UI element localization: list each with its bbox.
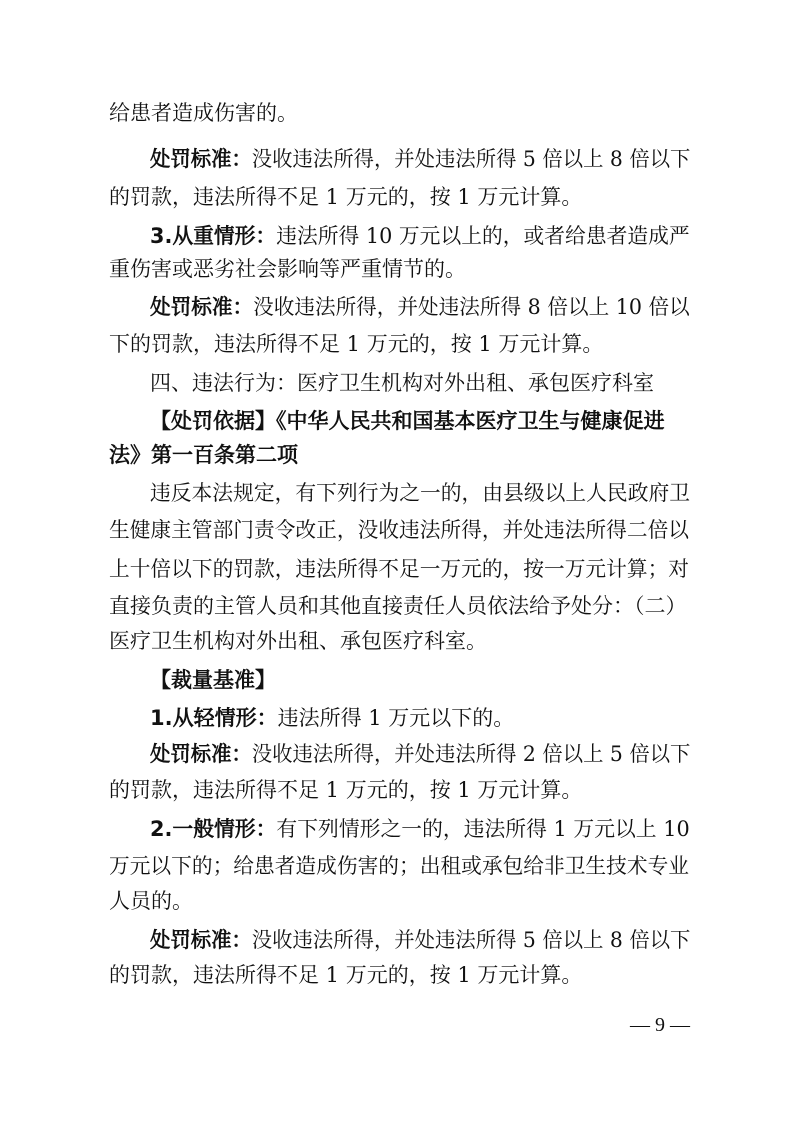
text-line: 上十倍以下的罚款，违法所得不足一万元的，按一万元计算；对 xyxy=(109,557,689,581)
bold-label: 处罚标准： xyxy=(150,928,252,952)
text-line: 重伤害或恶劣社会影响等严重情节的。 xyxy=(109,257,466,281)
bold-label: 1.从轻情形： xyxy=(150,706,278,730)
section-heading: 四、违法行为：医疗卫生机构对外出租、承包医疗科室 xyxy=(150,371,654,395)
page-number: — 9 — xyxy=(630,1014,690,1036)
text-line: 1.从轻情形：违法所得 1 万元以下的。 xyxy=(150,706,515,730)
text-line: 3.从重情形：违法所得 10 万元以上的，或者给患者造成严 xyxy=(150,224,690,248)
discretion-heading: 【裁量基准】 xyxy=(150,668,276,692)
text-line: 给患者造成伤害的。 xyxy=(109,101,298,125)
bold-label: 处罚标准： xyxy=(150,295,254,319)
bold-label: 3.从重情形： xyxy=(150,224,277,248)
text-line: 处罚标准：没收违法所得，并处违法所得 2 倍以上 5 倍以下 xyxy=(150,742,691,766)
text-line: 处罚标准：没收违法所得，并处违法所得 5 倍以上 8 倍以下 xyxy=(150,928,691,952)
text-line: 的罚款，违法所得不足 1 万元的，按 1 万元计算。 xyxy=(109,185,583,209)
bold-label: 2.一般情形： xyxy=(150,817,277,841)
text-line: 的罚款，违法所得不足 1 万元的，按 1 万元计算。 xyxy=(109,778,583,802)
text-line: 违反本法规定，有下列行为之一的，由县级以上人民政府卫 xyxy=(150,481,690,505)
text-line: 处罚标准：没收违法所得，并处违法所得 8 倍以上 10 倍以 xyxy=(150,295,690,319)
bold-label: 处罚标准： xyxy=(150,742,252,766)
text-line: 直接负责的主管人员和其他直接责任人员依法给予处分：（二） xyxy=(109,594,687,618)
text-line: 生健康主管部门责令改正，没收违法所得，并处违法所得二倍以 xyxy=(109,518,689,542)
text-line: 的罚款，违法所得不足 1 万元的，按 1 万元计算。 xyxy=(109,963,583,987)
legal-basis-heading: 法》第一百条第二项 xyxy=(109,443,298,467)
text-line: 处罚标准：没收违法所得，并处违法所得 5 倍以上 8 倍以下 xyxy=(150,147,691,171)
bold-label: 处罚标准： xyxy=(150,147,252,171)
text-line: 下的罚款，违法所得不足 1 万元的，按 1 万元计算。 xyxy=(109,332,604,356)
text-line: 2.一般情形：有下列情形之一的，违法所得 1 万元以上 10 xyxy=(150,817,690,841)
legal-basis-heading: 【处罚依据】《中华人民共和国基本医疗卫生与健康促进 xyxy=(150,409,665,433)
text-line: 万元以下的；给患者造成伤害的；出租或承包给非卫生技术专业 xyxy=(109,854,689,878)
text-line: 医疗卫生机构对外出租、承包医疗科室。 xyxy=(109,629,487,653)
text-line: 人员的。 xyxy=(109,889,193,913)
